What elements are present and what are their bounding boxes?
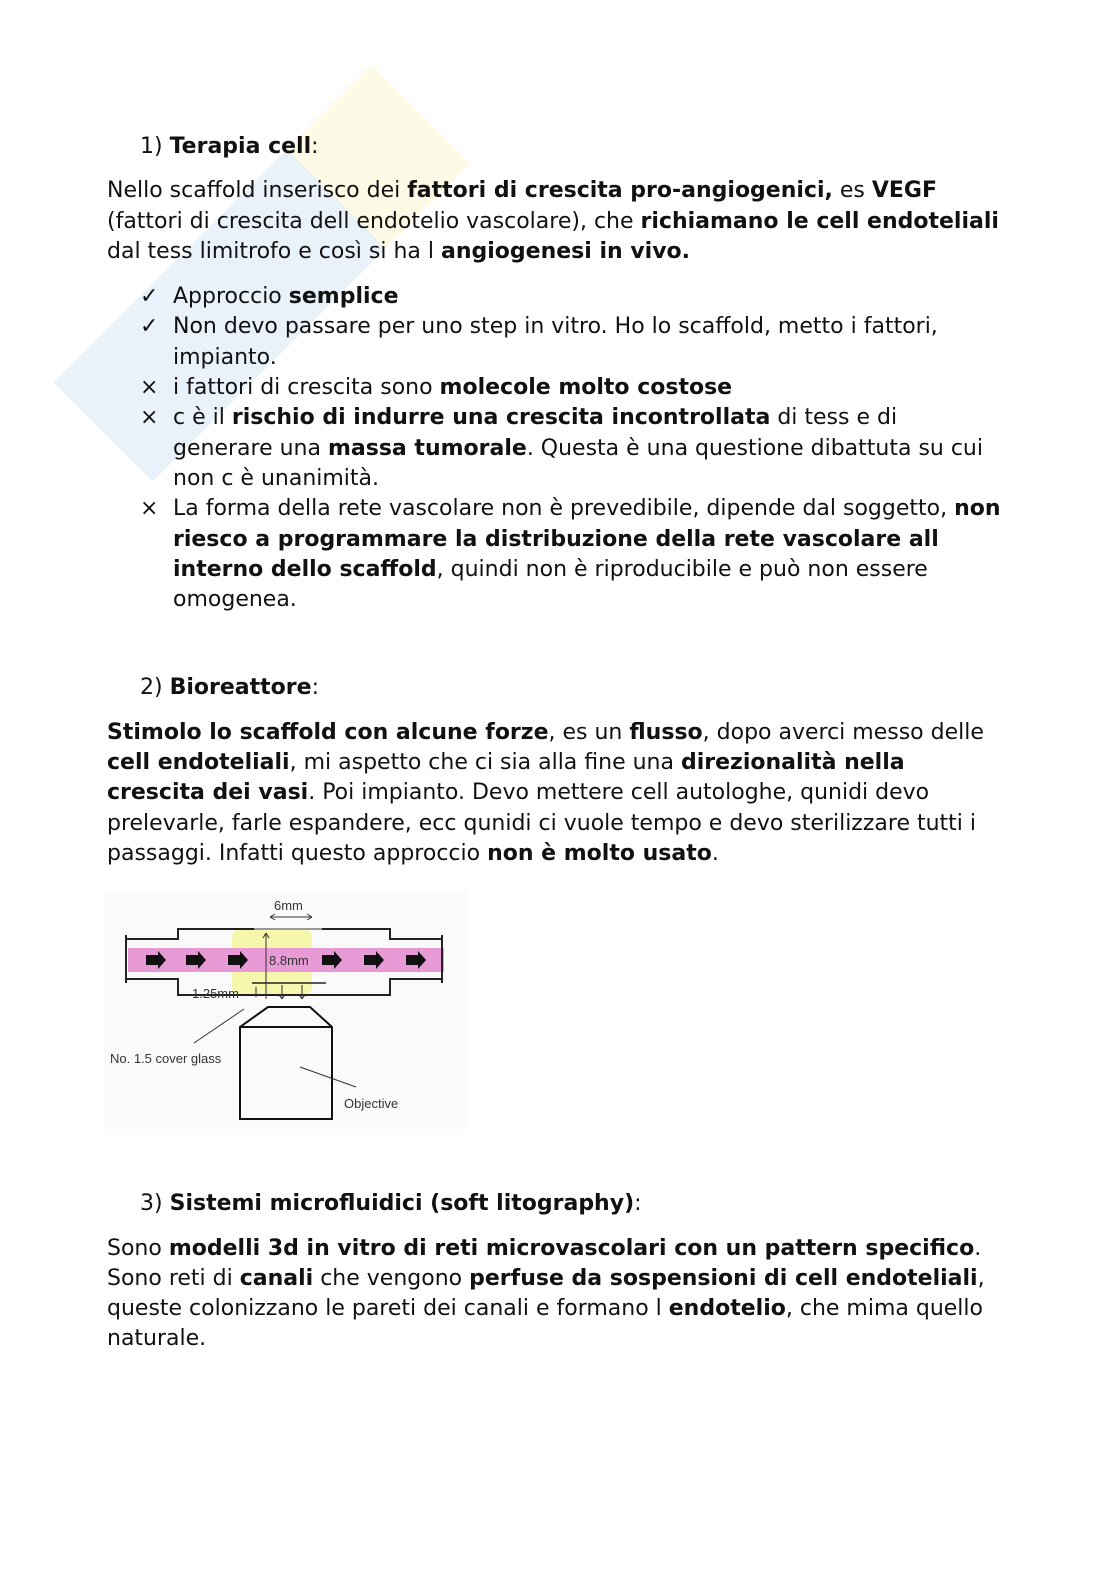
bold-text: VEGF — [871, 178, 937, 204]
text: . — [711, 840, 719, 866]
bold-text: modelli 3d in vitro di reti microvascolari con un pattern specifico — [168, 1235, 975, 1261]
bold-text: molecole molto costose — [439, 375, 733, 401]
text: es — [832, 178, 872, 204]
cross-icon: × — [140, 405, 159, 431]
text: . Poi impianto. Devo mettere cell autologhe, qunidi devo prelevarle, farle espandere, ecc qunidi ci vuole tempo e devo sterilizzare tutti i passaggi. Infatti questo approccio — [107, 780, 977, 866]
gap-label: 1.25mm — [192, 986, 239, 1002]
text: , queste colonizzano le pareti dei canali e formano l — [107, 1265, 985, 1322]
text: che vengono — [313, 1265, 470, 1291]
text: Approccio — [173, 284, 289, 310]
bold-text: fattori di crescita pro-angiogenici, — [407, 178, 833, 204]
check-icon: ✓ — [140, 284, 159, 310]
width-label: 6mm — [274, 898, 303, 914]
bold-text: canali — [239, 1265, 314, 1291]
text: , dopo averci messo delle — [702, 719, 984, 745]
bold-text: richiamano le cell endoteliali — [640, 208, 999, 234]
cross-icon: × — [140, 496, 159, 522]
text: . Questa è una questione dibattuta su cui non c è unanimità. — [173, 435, 983, 491]
check-icon: ✓ — [140, 314, 159, 340]
bold-text: Stimolo lo scaffold con alcune forze — [107, 719, 549, 745]
bioreactor-diagram — [104, 891, 468, 1129]
bold-text: rischio di indurre una crescita incontrollata — [231, 405, 771, 431]
bold-text: non è molto usato — [487, 840, 712, 866]
text: Sono — [107, 1235, 169, 1261]
list-item — [140, 403, 1002, 494]
section-1-pros-cons-list — [107, 282, 1002, 615]
bold-text: cell endoteliali — [107, 750, 290, 776]
bold-text: perfuse da sospensioni di cell endoteliali — [469, 1265, 978, 1291]
text: di tess e di generare una — [173, 405, 898, 461]
cover-glass-label: No. 1.5 cover glass — [110, 1051, 222, 1067]
text: Nello scaffold inserisco dei — [107, 178, 408, 204]
text: , mi aspetto che ci sia alla fine una — [289, 750, 681, 776]
section-1-heading: 1) Terapia cell: — [140, 134, 319, 159]
bold-text: semplice — [288, 284, 399, 310]
objective-shape — [240, 1007, 332, 1119]
bold-text: angiogenesi in vivo. — [441, 238, 691, 264]
text: dal tess limitrofo e così si ha l — [107, 238, 441, 264]
section-2-heading: 2) Bioreattore: — [140, 675, 319, 701]
list-item — [140, 282, 1002, 312]
bold-text: direzionalità nella crescita dei vasi — [107, 750, 905, 806]
text: Non devo passare per uno step in vitro. Ho lo scaffold, metto i fattori, impianto. — [173, 314, 938, 370]
text: . Sono reti di — [107, 1235, 982, 1291]
text: (fattori di crescita dell endotelio vascolare), che — [107, 208, 641, 234]
cross-icon: × — [140, 375, 159, 401]
text: La forma della rete vascolare non è prevedibile, dipende dal soggetto, — [173, 496, 955, 522]
bold-text: massa tumorale — [327, 435, 527, 461]
text: , che mima quello naturale. — [107, 1296, 983, 1352]
section-3-heading: 3) Sistemi microfluidici (soft litography): — [140, 1191, 642, 1217]
objective-label: Objective — [344, 1096, 399, 1112]
section-1-paragraph — [107, 176, 1002, 267]
height-label: 8.8mm — [269, 953, 309, 969]
list-item — [140, 494, 1002, 615]
text: c è il — [173, 405, 232, 431]
bold-text: endotelio — [668, 1296, 786, 1322]
section-3-paragraph — [107, 1234, 1002, 1355]
bold-text: non riesco a programmare la distribuzione della rete vascolare all interno dello scaffold — [173, 496, 1001, 582]
text: i fattori di crescita sono — [173, 375, 440, 401]
text: , es un — [548, 719, 630, 745]
bold-text: flusso — [629, 719, 703, 745]
text: , quindi non è riproducibile e può non essere omogenea. — [173, 556, 928, 613]
list-item — [140, 373, 1002, 403]
section-2-paragraph — [107, 718, 1002, 869]
list-item — [140, 312, 1002, 373]
